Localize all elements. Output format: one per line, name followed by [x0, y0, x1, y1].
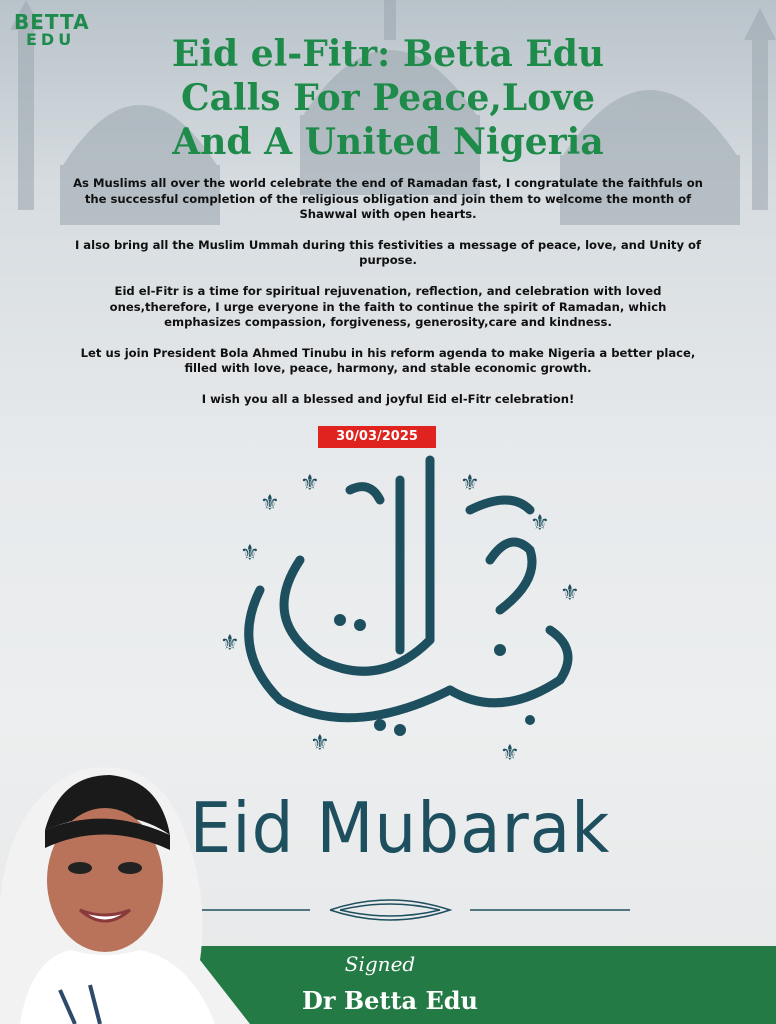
headline-line-3: And A United Nigeria	[172, 121, 604, 163]
headline-line-1: Eid el-Fitr: Betta Edu	[171, 33, 605, 75]
message-paragraph-2: I also bring all the Muslim Ummah during this festivities a message of peace, love, and Unity of purpose.	[74, 237, 702, 268]
signatory-name: Dr Betta Edu	[302, 986, 478, 1015]
date-badge: 30/03/2025	[318, 426, 436, 448]
message-paragraph-1: As Muslims all over the world celebrate the end of Ramadan fast, I congratulate the faithfuls on the successful completion of the religious obligation and join them to welcome the month of Shawwal with open hearts.	[73, 176, 703, 222]
svg-text:⚜: ⚜	[220, 631, 240, 656]
message-body	[70, 176, 706, 423]
logo-line-1: BETTA	[14, 10, 90, 34]
headline-line-2: Calls For Peace,Love	[180, 77, 596, 119]
svg-text:⚜: ⚜	[530, 511, 550, 536]
message-paragraph-3: Eid el-Fitr is a time for spiritual rejuvenation, reflection, and celebration with loved ones,therefore, I urge everyone in the faith to continue the spirit of Ramadan, which emphasizes compassion, forgiveness, generosity,care and kindness.	[109, 283, 667, 330]
eid-mubarak-calligraphy	[200, 450, 600, 770]
signed-label: Signed	[344, 952, 416, 976]
svg-text:⚜: ⚜	[260, 491, 280, 516]
eid-mubarak-text: Eid Mubarak	[189, 788, 611, 869]
portrait-photo	[0, 760, 250, 1024]
svg-text:⚜: ⚜	[460, 471, 480, 496]
svg-text:⚜: ⚜	[300, 471, 320, 496]
svg-text:⚜: ⚜	[500, 741, 520, 766]
logo-line-2: EDU	[26, 30, 76, 49]
message-paragraph-5: I wish you all a blessed and joyful Eid el-Fitr celebration!	[201, 391, 575, 406]
headline	[60, 32, 716, 164]
svg-text:⚜: ⚜	[310, 731, 330, 756]
svg-text:⚜: ⚜	[560, 581, 580, 606]
message-paragraph-4: Let us join President Bola Ahmed Tinubu in his reform agenda to make Nigeria a better place, filled with love, peace, harmony, and stable economic growth.	[80, 345, 696, 376]
svg-text:⚜: ⚜	[240, 541, 260, 566]
